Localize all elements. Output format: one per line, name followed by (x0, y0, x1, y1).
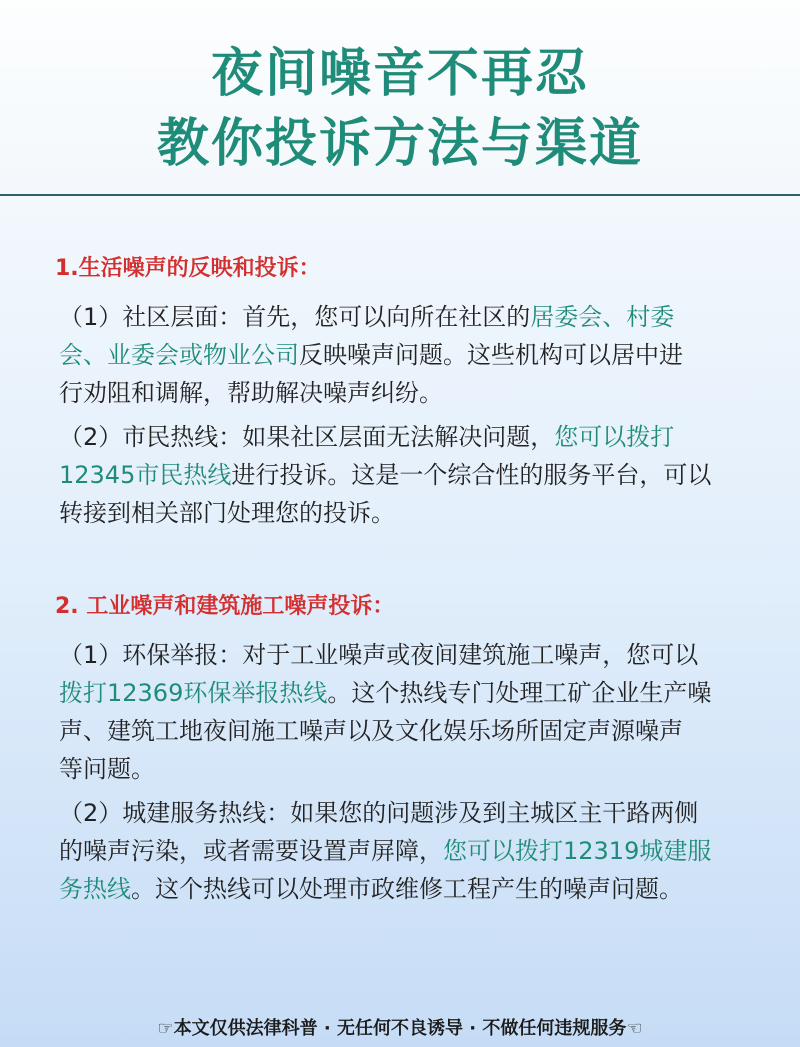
text-run: 行劝阻和调解，帮助解决噪声纠纷。 (59, 379, 443, 407)
paragraph-line (55, 794, 755, 832)
highlight-text: 拨打12369环保举报热线 (59, 679, 328, 707)
header-divider (0, 194, 800, 196)
paragraph-line (55, 298, 755, 336)
highlight-text: 务热线 (59, 875, 131, 903)
text-run: 进行投诉。这是一个综合性的服务平台，可以 (231, 461, 712, 489)
header (0, 0, 800, 196)
section-2-item-2 (55, 794, 755, 908)
page-title-line-2: 教你投诉方法与渠道 (156, 114, 643, 174)
highlight-text: 居委会、村委 (530, 303, 675, 331)
text-run: （1）社区层面：首先，您可以向所在社区的 (59, 303, 531, 331)
text-run: （2）市民热线：如果社区层面无法解决问题， (59, 423, 555, 451)
text-run: 。这个热线专门处理工矿企业生产噪 (327, 679, 712, 707)
highlight-text: 12345市民热线 (59, 461, 232, 489)
highlight-text: 您可以拨打12319城建服 (443, 837, 712, 865)
section-2-heading: 2. 工业噪声和建筑施工噪声投诉： (55, 594, 395, 619)
text-run: （2）城建服务热线：如果您的问题涉及到主城区主干路两侧 (59, 799, 699, 827)
text-run: 的噪声污染，或者需要设置声屏障， (59, 837, 443, 865)
text-run: 声、建筑工地夜间施工噪声以及文化娱乐场所固定声源噪声 (59, 717, 683, 745)
text-run: 等问题。 (59, 755, 155, 783)
text-run: （1）环保举报：对于工业噪声或夜间建筑施工噪声，您可以 (59, 641, 699, 669)
paragraph-line (55, 456, 755, 494)
highlight-text: 会、业委会或物业公司 (59, 341, 299, 369)
text-run: 反映噪声问题。这些机构可以居中进 (299, 341, 683, 369)
text-run: 。这个热线可以处理市政维修工程产生的噪声问题。 (131, 875, 683, 903)
section-1-heading: 1.生活噪声的反映和投诉： (55, 256, 321, 281)
text-run: 转接到相关部门处理您的投诉。 (59, 499, 395, 527)
page-title-line-1: 夜间噪音不再忍 (210, 44, 589, 104)
paragraph-line (55, 870, 755, 908)
paragraph-line (55, 494, 755, 532)
paragraph-line (55, 832, 755, 870)
article-body (55, 246, 755, 908)
section-2-item-1 (55, 636, 755, 788)
paragraph-line (55, 374, 755, 412)
paragraph-line (55, 418, 755, 456)
paragraph-line (55, 750, 755, 788)
footer-disclaimer: ☞本文仅供法律科普 · 无任何不良诱导 · 不做任何违规服务☜ (157, 1018, 643, 1039)
section-1-item-2 (55, 418, 755, 532)
paragraph-line (55, 674, 755, 712)
paragraph-line (55, 712, 755, 750)
paragraph-line (55, 336, 755, 374)
paragraph-line (55, 636, 755, 674)
section-1-item-1 (55, 298, 755, 412)
highlight-text: 您可以拨打 (554, 423, 675, 451)
